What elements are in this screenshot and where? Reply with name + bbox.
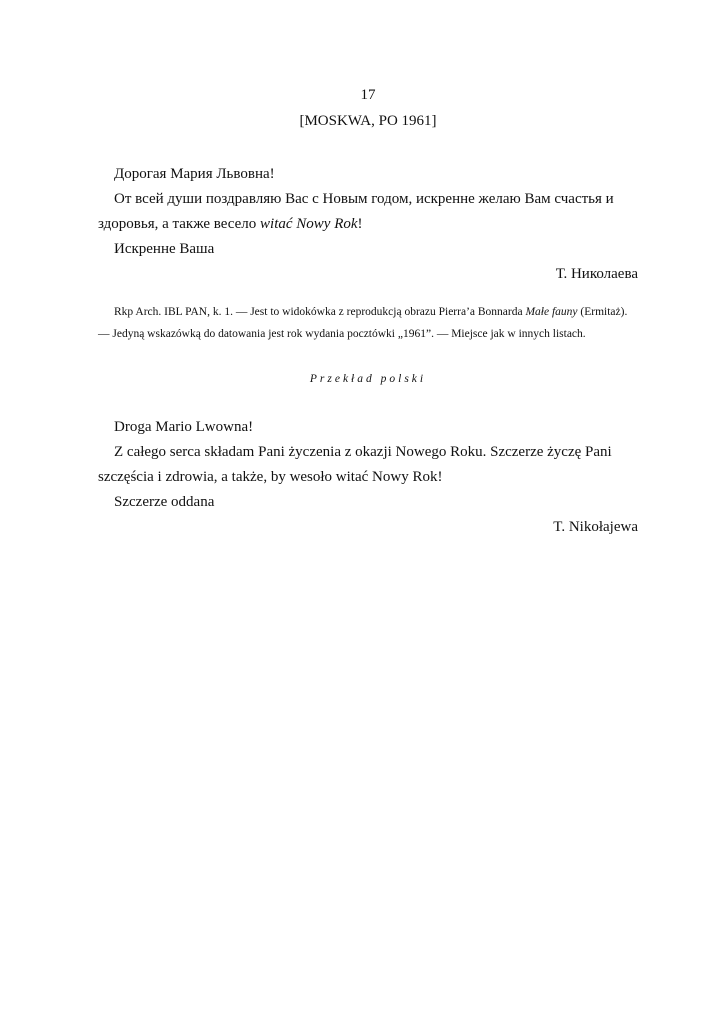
original-body-end: ! [357,216,363,232]
original-closing: Искренне Ваша [114,241,215,257]
page [98,84,638,540]
translation-title: Przekład polski [309,373,427,385]
translation-body: Z całego serca składam Pani życzenia z okazji Nowego Roku. Szczerze życzę Pani szczęścia i zdrowia, a także, by wesoło witać Nowy Rok! [98,444,612,485]
original-body-text: От всей души поздравляю Вас с Новым годом, искренне желаю Вам счастья и здоровья, а также весело [98,191,614,232]
original-signature: Т. Николаева [555,266,638,282]
original-letter [98,162,638,287]
translation-salutation: Droga Mario Lwowna! [114,419,254,435]
notes-text-2: (Ermitaż). — Jedyną wskazówką do datowania jest rok wydania pocztówki „1961”. — Miejsce jak w innych listach. [98,306,628,340]
letter-number: 17 [360,87,376,103]
translation-closing: Szczerze oddana [114,494,215,510]
notes-italic-title: Małe fauny [525,306,578,318]
translation-signature: T. Nikołajewa [553,519,638,535]
letter-place-date: [MOSKWA, PO 1961] [299,113,437,129]
original-salutation: Дорогая Мария Львовна! [114,166,275,182]
original-body-italic: witać Nowy Rok [260,216,358,232]
notes-text-1: Rkp Arch. IBL PAN, k. 1. — Jest to widokówka z reprodukcją obrazu Pierra’a Bonnarda [114,306,526,318]
editorial-notes [98,301,638,345]
translated-letter [98,415,638,540]
original-body [98,187,638,237]
